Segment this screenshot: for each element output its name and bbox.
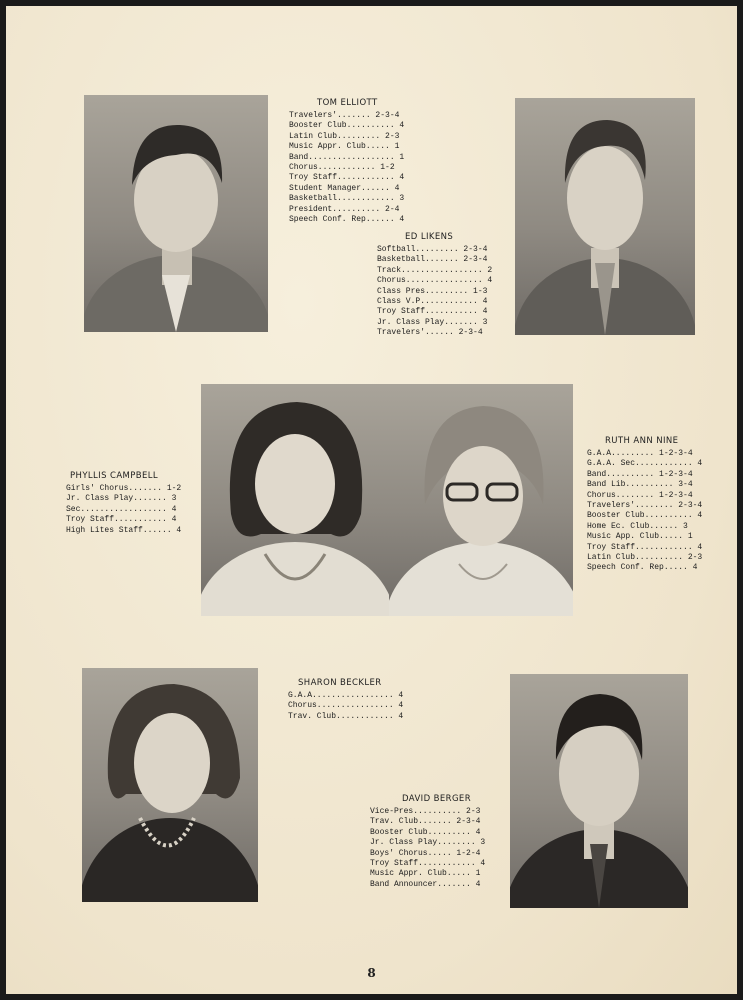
activities-tom-elliott bbox=[289, 98, 404, 225]
activity-item: Speech Conf. Rep...... 4 bbox=[289, 215, 405, 225]
activity-item: Troy Staff........... 4 bbox=[377, 307, 488, 317]
student-name: PHYLLIS CAMPBELL bbox=[70, 471, 159, 481]
student-name: SHARON BECKLER bbox=[298, 678, 382, 688]
activity-item: G.A.A. Sec............ 4 bbox=[587, 459, 703, 469]
activity-item: Track................. 2 bbox=[377, 265, 493, 275]
activity-item: Jr. Class Play....... 3 bbox=[66, 494, 177, 504]
photo-sharon-beckler bbox=[82, 668, 258, 902]
activity-item: Home Ec. Club...... 3 bbox=[587, 521, 688, 531]
activity-item: Class Pres......... 1-3 bbox=[377, 286, 488, 296]
activity-item: G.A.A................. 4 bbox=[288, 691, 404, 700]
activity-item: Girls' Chorus....... 1-2 bbox=[66, 484, 182, 493]
activity-item: Band Lib.......... 3-4 bbox=[587, 480, 693, 490]
activity-item: Band Announcer....... 4 bbox=[370, 879, 481, 889]
activity-item: Travelers'....... 2-3-4 bbox=[289, 111, 400, 120]
activity-item: Boys' Chorus..... 1-2-4 bbox=[370, 848, 481, 858]
activity-item: Chorus................ 4 bbox=[377, 276, 493, 286]
student-name: TOM ELLIOTT bbox=[317, 98, 378, 108]
activity-item: Basketball............ 3 bbox=[289, 194, 405, 204]
activity-item: Band.......... 1-2-3-4 bbox=[587, 469, 693, 479]
activity-item: Booster Club.......... 4 bbox=[289, 121, 405, 131]
activity-item: Sec.................. 4 bbox=[66, 504, 177, 514]
photo-david-berger bbox=[510, 674, 688, 908]
activities-david-berger bbox=[370, 794, 485, 890]
activity-item: Latin Club......... 2-3 bbox=[289, 131, 400, 141]
activity-item: Vice-Pres.......... 2-3 bbox=[370, 807, 481, 816]
activities-sharon-beckler bbox=[288, 678, 403, 722]
activity-item: Chorus................ 4 bbox=[288, 701, 404, 711]
activities-ruth-ann-nine bbox=[587, 436, 702, 574]
photo-ruth-ann-nine bbox=[389, 384, 573, 616]
activity-item: Troy Staff........... 4 bbox=[66, 515, 177, 525]
activity-item: Music Appr. Club..... 1 bbox=[370, 869, 481, 879]
activity-item: Trav. Club............ 4 bbox=[288, 711, 404, 721]
photo-tom-elliott bbox=[84, 95, 268, 332]
activity-item: Chorus........ 1-2-3-4 bbox=[587, 490, 693, 500]
activity-item: G.A.A......... 1-2-3-4 bbox=[587, 449, 693, 458]
activity-item: Travelers'...... 2-3-4 bbox=[377, 328, 483, 338]
activity-item: Student Manager...... 4 bbox=[289, 183, 400, 193]
activities-ed-likens bbox=[377, 232, 492, 339]
activity-item: Troy Staff............ 4 bbox=[370, 859, 486, 869]
activity-item: Jr. Class Play........ 3 bbox=[370, 838, 486, 848]
page-number: 8 bbox=[367, 966, 376, 980]
activity-item: President.......... 2-4 bbox=[289, 204, 400, 214]
activity-item: Booster Club.......... 4 bbox=[587, 511, 703, 521]
activity-item: Class V.P............ 4 bbox=[377, 297, 488, 307]
student-name: ED LIKENS bbox=[405, 232, 454, 242]
activity-item: Jr. Class Play....... 3 bbox=[377, 317, 488, 327]
activity-item: Basketball....... 2-3-4 bbox=[377, 255, 488, 265]
activity-item: Band.................. 1 bbox=[289, 152, 405, 162]
student-name: DAVID BERGER bbox=[402, 794, 472, 804]
activity-item: Music Appr. Club..... 1 bbox=[289, 142, 400, 152]
activity-item: Chorus............ 1-2 bbox=[289, 163, 395, 173]
activity-item: High Lites Staff...... 4 bbox=[66, 525, 182, 535]
photo-phyllis-campbell bbox=[201, 384, 389, 616]
activities-phyllis-campbell bbox=[66, 471, 181, 536]
activity-item: Latin Club.......... 2-3 bbox=[587, 553, 703, 563]
student-name: RUTH ANN NINE bbox=[605, 436, 679, 446]
activity-item: Booster Club......... 4 bbox=[370, 827, 481, 837]
activity-item: Music App. Club..... 1 bbox=[587, 532, 693, 542]
activity-item: Trav. Club....... 2-3-4 bbox=[370, 817, 481, 827]
activity-item: Troy Staff............ 4 bbox=[587, 542, 703, 552]
activity-item: Speech Conf. Rep..... 4 bbox=[587, 563, 698, 573]
photo-ed-likens bbox=[515, 98, 695, 335]
activity-item: Softball......... 2-3-4 bbox=[377, 245, 488, 254]
activity-item: Travelers'........ 2-3-4 bbox=[587, 501, 703, 511]
activity-item: Troy Staff............ 4 bbox=[289, 173, 405, 183]
